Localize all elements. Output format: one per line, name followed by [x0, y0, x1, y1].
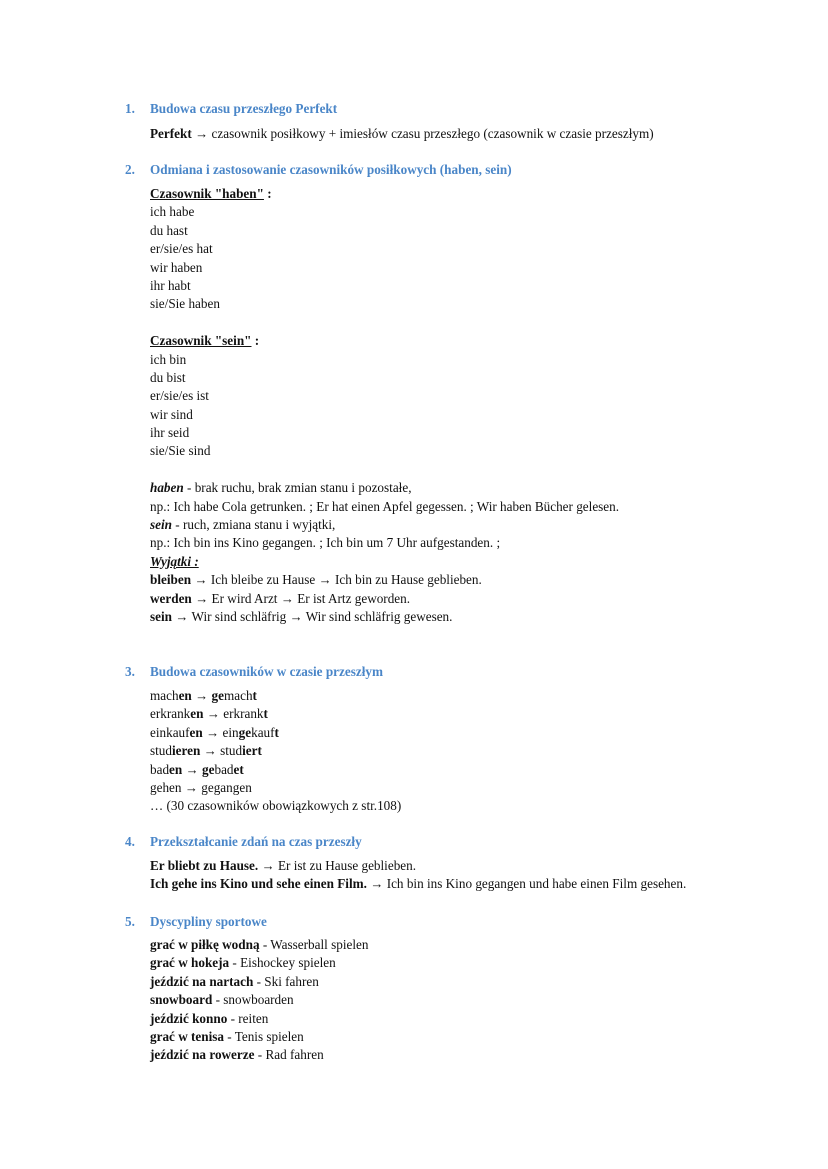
sport-line: [150, 991, 810, 1009]
conj-line: ich habe: [150, 204, 195, 220]
sport-line: [150, 1028, 810, 1046]
participle-stem: → erkrank: [203, 706, 264, 722]
polish-term: grać w hokeja: [150, 955, 230, 971]
present-sentence: Ich gehe ins Kino und sehe einen Film.: [150, 876, 367, 892]
german-term: - Eishockey spielen: [229, 955, 336, 971]
explanation: - brak ruchu, brak zmian stanu i pozostałe,: [183, 480, 412, 496]
ending: et: [233, 761, 244, 777]
conj-line: sie/Sie haben: [150, 296, 220, 312]
participle-start: → ein: [202, 724, 239, 740]
section-title: Odmiana i zastosowanie czasowników posiłkowych (haben, sein): [150, 162, 512, 177]
german-term: - Wasserball spielen: [259, 937, 369, 952]
spacer: [150, 314, 810, 332]
explanation: → Ich bleibe zu Hause → Ich bin zu Hause geblieben.: [191, 572, 482, 588]
prefix: ge: [211, 688, 224, 703]
section-body: [150, 125, 810, 143]
german-term: - Tenis spielen: [223, 1028, 304, 1044]
explanation: → Er wird Arzt → Er ist Artz geworden.: [191, 590, 411, 606]
sentence-line: [150, 857, 810, 875]
haben-heading: [150, 185, 810, 203]
stem: bad: [150, 761, 170, 777]
verb-line: [150, 687, 810, 705]
polish-term: grać w tenisa: [150, 1028, 224, 1044]
heading-colon: :: [251, 333, 260, 349]
term: Perfekt: [150, 126, 192, 141]
sentence-line: [150, 875, 810, 893]
stem: mach: [223, 688, 253, 703]
stem: mach: [150, 688, 179, 703]
conj-line: er/sie/es ist: [150, 388, 209, 404]
ending: iert: [242, 743, 262, 759]
ending: ieren: [171, 743, 201, 759]
arrow: →: [191, 688, 212, 703]
section-title: Przekształcanie zdań na czas przeszły: [150, 834, 362, 849]
stem: erkrank: [150, 706, 191, 722]
section-body: [150, 936, 810, 1065]
ending: en: [178, 688, 192, 703]
section-number: 1.: [125, 101, 135, 116]
sport-line: [150, 936, 810, 954]
section-number: 3.: [125, 664, 135, 679]
section-title: Budowa czasowników w czasie przeszłym: [150, 664, 383, 679]
stem: kauf: [251, 724, 275, 740]
conj-line: ihr habt: [150, 277, 191, 293]
conj-line: wir sind: [150, 406, 193, 422]
section-body: [150, 687, 810, 816]
usage-sein: [150, 516, 810, 534]
german-term: - reiten: [227, 1010, 269, 1026]
explanation: - ruch, zmiana stanu i wyjątki,: [171, 517, 336, 533]
prefix: ge: [202, 761, 215, 777]
prefix: ge: [238, 724, 252, 740]
section-number: 5.: [125, 914, 135, 929]
keyword: haben: [150, 480, 184, 496]
example-haben: np.: Ich habe Cola getrunken. ; Er hat einen Apfel gegessen. ; Wir haben Bücher gelesen.: [150, 498, 620, 514]
ending: t: [252, 688, 257, 703]
polish-term: grać w piłkę wodną: [150, 937, 260, 952]
conj-line: er/sie/es hat: [150, 241, 213, 257]
polish-term: snowboard: [150, 992, 213, 1008]
exception-line: [150, 590, 810, 608]
conj-line: du hast: [150, 222, 188, 238]
polish-term: jeździć na rowerze: [150, 1047, 255, 1063]
sport-line: [150, 1046, 810, 1064]
stem: einkauf: [150, 724, 190, 740]
german-term: - Ski fahren: [253, 973, 319, 989]
keyword: bleiben: [150, 572, 192, 588]
perfect-sentence: → Er ist zu Hause geblieben.: [258, 858, 417, 873]
sport-line: [150, 1010, 810, 1028]
section-title: Budowa czasu przeszłego Perfekt: [150, 101, 338, 116]
exception-line: [150, 571, 810, 589]
ending: en: [190, 706, 204, 722]
section-body: [150, 857, 810, 894]
exception-line: [150, 608, 810, 626]
text-line: [150, 125, 810, 143]
polish-term: jeździć konno: [150, 1010, 228, 1026]
keyword: sein: [150, 608, 172, 624]
example-sein: np.: Ich bin ins Kino gegangen. ; Ich bin um 7 Uhr aufgestanden. ;: [150, 535, 501, 551]
conj-line: wir haben: [150, 259, 203, 275]
stem: bad: [214, 761, 234, 777]
german-term: - Rad fahren: [254, 1047, 324, 1063]
spacer: [150, 461, 810, 479]
section-body: [150, 185, 810, 626]
conj-line: sie/Sie sind: [150, 443, 211, 459]
ending: en: [169, 761, 183, 777]
ending: t: [274, 724, 279, 740]
arrow: →: [182, 761, 203, 777]
heading-colon: :: [263, 186, 272, 201]
usage-haben: [150, 479, 810, 497]
ending: t: [263, 706, 268, 722]
exceptions-heading: [150, 553, 810, 571]
heading-text: Czasownik "sein": [150, 333, 252, 349]
verb-line: [150, 761, 810, 779]
section-number: 4.: [125, 834, 135, 849]
sport-line: [150, 954, 810, 972]
heading-text: Czasownik "haben": [150, 186, 264, 201]
explanation: → Wir sind schläfrig → Wir sind schläfrig gewesen.: [171, 608, 453, 624]
conj-line: ich bin: [150, 351, 187, 367]
heading-text: Wyjątki :: [150, 553, 199, 569]
section-number: 2.: [125, 162, 135, 177]
note-line: … (30 czasowników obowiązkowych z str.108): [150, 798, 402, 814]
verb-line: [150, 742, 810, 760]
verb-line: [150, 705, 810, 723]
keyword: werden: [150, 590, 192, 606]
present-sentence: Er bliebt zu Hause.: [150, 858, 259, 873]
german-term: - snowboarden: [212, 992, 294, 1008]
section-title: Dyscypliny sportowe: [150, 914, 267, 929]
polish-term: jeździć na nartach: [150, 973, 254, 989]
conj-line: du bist: [150, 369, 186, 385]
verb-line: gehen → gegangen: [150, 779, 252, 795]
keyword: sein: [150, 517, 172, 533]
stem: stud: [150, 743, 172, 759]
conj-line: ihr seid: [150, 425, 190, 441]
perfect-sentence: → Ich bin ins Kino gegangen und habe einen Film gesehen.: [366, 876, 687, 892]
participle-stem: → stud: [200, 743, 243, 759]
definition: → czasownik posiłkowy + imiesłów czasu przeszłego (czasownik w czasie przeszłym): [191, 126, 654, 141]
verb-line: [150, 724, 810, 742]
sport-line: [150, 973, 810, 991]
sein-heading: [150, 332, 810, 350]
ending: en: [189, 724, 203, 740]
